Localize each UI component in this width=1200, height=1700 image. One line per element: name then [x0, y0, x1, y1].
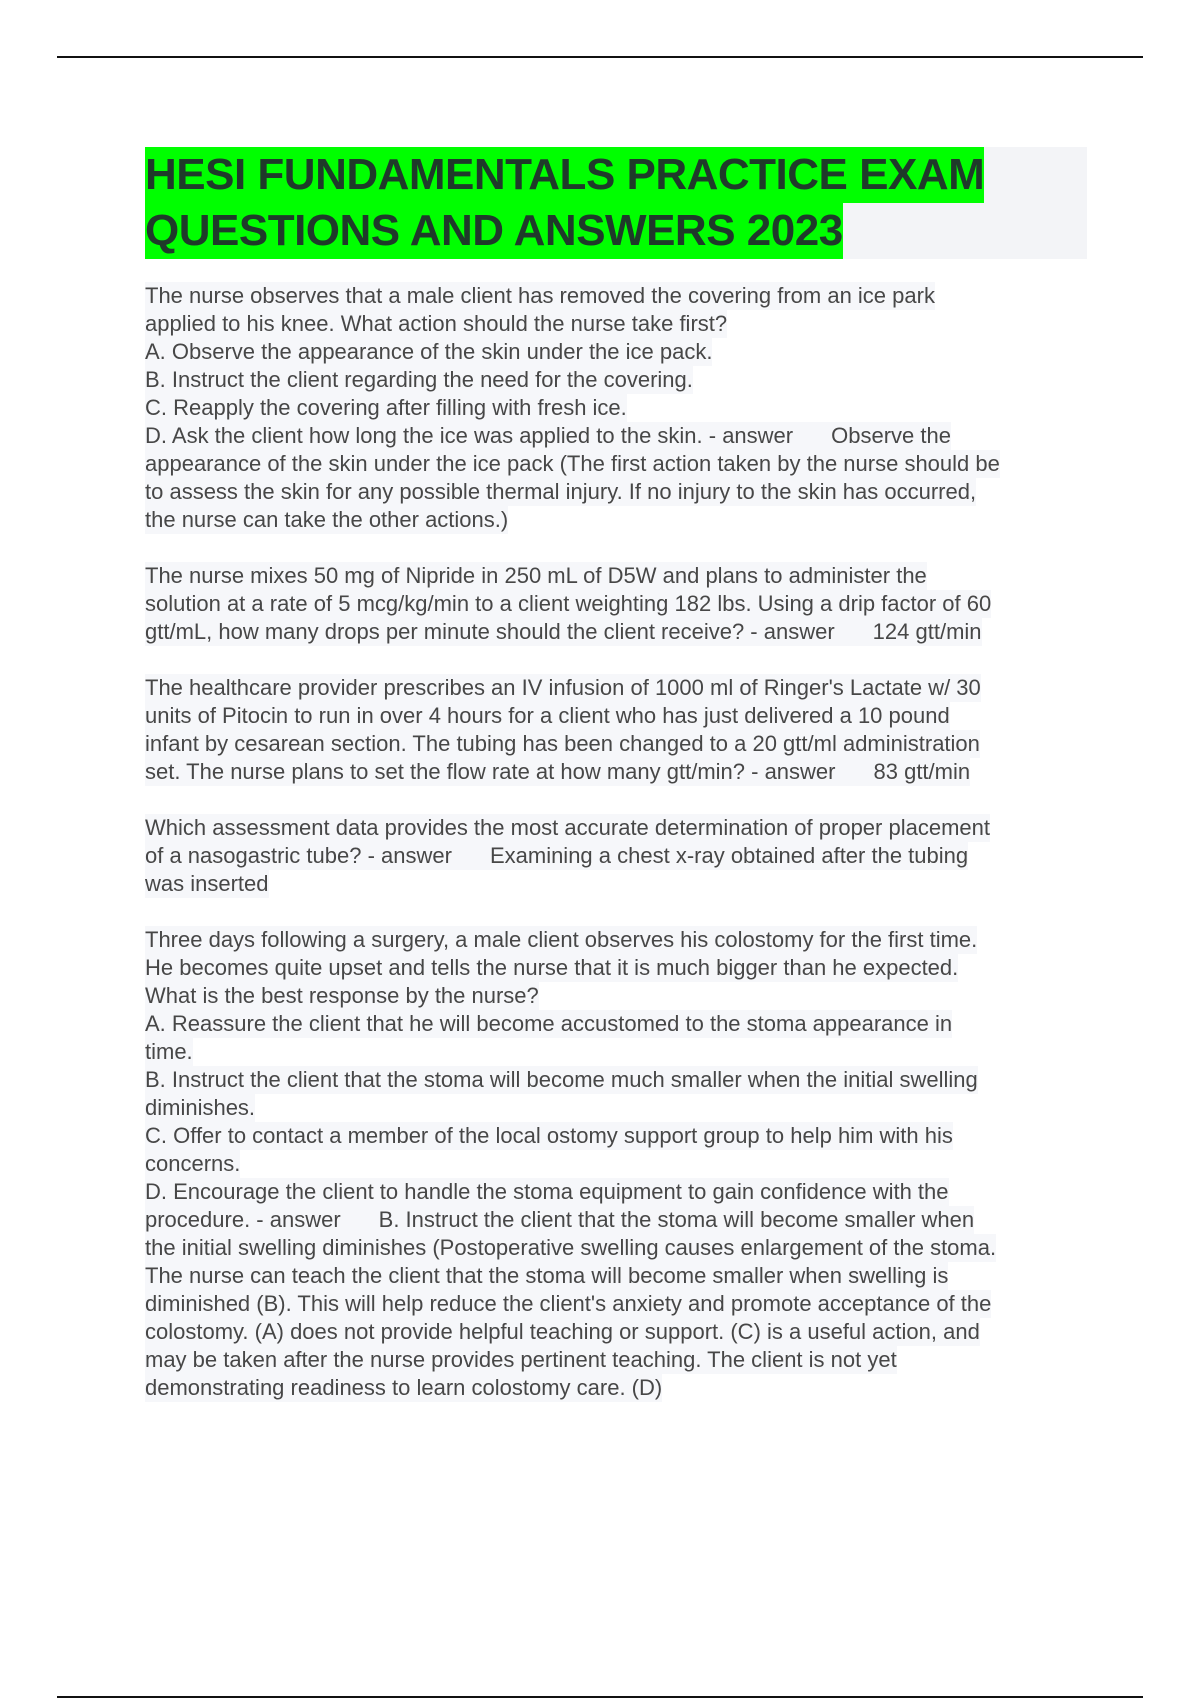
- question-line: Three days following a surgery, a male client observes his colostomy for the first time.: [145, 927, 978, 952]
- qa-item: [145, 926, 1087, 1402]
- question-line: A. Observe the appearance of the skin under the ice pack.: [145, 339, 713, 364]
- answer-text: Observe the: [831, 423, 951, 448]
- bottom-rule: [57, 1696, 1143, 1698]
- qa-item: [145, 562, 1087, 646]
- title-line-1: HESI FUNDAMENTALS PRACTICE EXAM: [145, 147, 984, 203]
- answer-continuation-line: to assess the skin for any possible thermal injury. If no injury to the skin has occurred,: [145, 479, 977, 504]
- answer-line: [145, 1206, 974, 1234]
- answer-continuation-line: appearance of the skin under the ice pack (The first action taken by the nurse should be: [145, 451, 1000, 476]
- question-line: D. Encourage the client to handle the stoma equipment to gain confidence with the: [145, 1179, 949, 1204]
- answer-continuation-line: may be taken after the nurse provides pertinent teaching. The client is not yet: [145, 1347, 897, 1372]
- answer-text: Examining a chest x-ray obtained after the tubing: [489, 843, 969, 868]
- question-line: diminishes.: [145, 1095, 256, 1120]
- answer-text: 83 gtt/min: [873, 759, 971, 784]
- qa-item: [145, 674, 1087, 786]
- answer-continuation-line: colostomy. (A) does not provide helpful teaching or support. (C) is a useful action, and: [145, 1319, 980, 1344]
- question-line: infant by cesarean section. The tubing has been changed to a 20 gtt/ml administration: [145, 731, 980, 756]
- question-line: Which assessment data provides the most accurate determination of proper placement: [145, 815, 990, 840]
- document-title: [145, 147, 1087, 259]
- answer-continuation-line: demonstrating readiness to learn colostomy care. (D): [145, 1375, 663, 1400]
- question-line: A. Reassure the client that he will become accustomed to the stoma appearance in: [145, 1011, 953, 1036]
- qa-item: [145, 814, 1087, 898]
- answer-label: procedure. - answer: [145, 1207, 341, 1232]
- question-line: The healthcare provider prescribes an IV infusion of 1000 ml of Ringer's Lactate w/ 30: [145, 675, 981, 700]
- answer-label: of a nasogastric tube? - answer: [145, 843, 452, 868]
- question-line: B. Instruct the client regarding the need for the covering.: [145, 367, 693, 392]
- question-line: What is the best response by the nurse?: [145, 983, 539, 1008]
- question-line: C. Offer to contact a member of the local ostomy support group to help him with his: [145, 1123, 953, 1148]
- question-line: The nurse mixes 50 mg of Nipride in 250 mL of D5W and plans to administer the: [145, 563, 927, 588]
- title-line-2: QUESTIONS AND ANSWERS 2023: [145, 203, 843, 259]
- top-rule: [57, 56, 1143, 58]
- answer-label: gtt/mL, how many drops per minute should the client receive? - answer: [145, 619, 835, 644]
- answer-label: D. Ask the client how long the ice was applied to the skin. - answer: [145, 423, 794, 448]
- answer-continuation-line: The nurse can teach the client that the stoma will become smaller when swelling is: [145, 1263, 949, 1288]
- answer-line: [145, 758, 970, 786]
- question-line: solution at a rate of 5 mcg/kg/min to a client weighting 182 lbs. Using a drip factor of 60: [145, 591, 992, 616]
- qa-list: [145, 282, 1087, 1430]
- question-line: applied to his knee. What action should the nurse take first?: [145, 311, 728, 336]
- answer-continuation-line: was inserted: [145, 871, 269, 896]
- answer-line: [145, 618, 982, 646]
- question-line: time.: [145, 1039, 193, 1064]
- answer-continuation-line: the initial swelling diminishes (Postoperative swelling causes enlargement of the stoma.: [145, 1235, 997, 1260]
- question-line: The nurse observes that a male client has removed the covering from an ice park: [145, 283, 935, 308]
- answer-text: 124 gtt/min: [872, 619, 982, 644]
- question-line: concerns.: [145, 1151, 241, 1176]
- answer-continuation-line: the nurse can take the other actions.): [145, 507, 509, 532]
- qa-item: [145, 282, 1087, 534]
- answer-line: [145, 422, 951, 450]
- answer-text: B. Instruct the client that the stoma will become smaller when: [378, 1207, 975, 1232]
- answer-line: [145, 842, 968, 870]
- question-line: C. Reapply the covering after filling with fresh ice.: [145, 395, 627, 420]
- question-line: He becomes quite upset and tells the nurse that it is much bigger than he expected.: [145, 955, 959, 980]
- question-line: units of Pitocin to run in over 4 hours for a client who has just delivered a 10 pound: [145, 703, 950, 728]
- question-line: B. Instruct the client that the stoma will become much smaller when the initial swelling: [145, 1067, 978, 1092]
- answer-continuation-line: diminished (B). This will help reduce the client's anxiety and promote acceptance of the: [145, 1291, 992, 1316]
- answer-label: set. The nurse plans to set the flow rate at how many gtt/min? - answer: [145, 759, 836, 784]
